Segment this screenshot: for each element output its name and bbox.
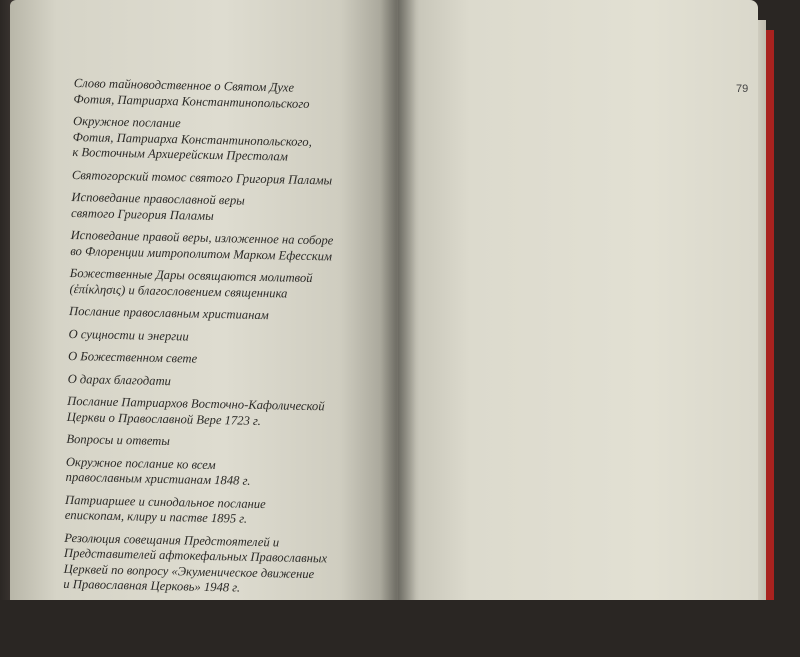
toc-entry-line: Фотия, Патриарха Константинопольского (73, 91, 310, 111)
toc-entry-line: епископам, клиру и пастве 1895 г. (64, 507, 248, 526)
toc-entry-line: Церквей по вопросу «Экуменическое движение (63, 561, 315, 581)
toc-entry (65, 454, 366, 491)
toc-entry (68, 326, 368, 348)
toc-entry (63, 530, 364, 598)
toc-entry (67, 371, 367, 393)
toc-entry-line: Исповедание православной веры (71, 189, 245, 208)
table-of-contents (63, 76, 374, 606)
toc-entry-line: Слово тайноводственное о Святом Духе (73, 76, 295, 95)
toc-entry (72, 167, 372, 189)
toc-entry (68, 349, 368, 371)
toc-entry (66, 432, 366, 454)
toc-entry-line: Святогорский томос святого Григория Паламы (71, 167, 333, 187)
toc-entry-line: О дарах благодати (67, 371, 172, 388)
toc-entry-line: святого Григория Паламы (70, 205, 214, 223)
toc-entry-line: Церкви о Православной Вере 1723 г. (66, 409, 262, 428)
toc-entry-line: (ἐπίκλησις) и благословением священника (69, 281, 288, 301)
toc-entry (73, 76, 374, 113)
toc-entry-line: Вопросы и ответы (66, 431, 171, 449)
toc-entry-line: во Флоренции митрополитом Марком Ефесским (70, 243, 333, 263)
spine-shadow (380, 0, 416, 600)
toc-entry-line: к Восточным Архиерейским Престолам (72, 144, 288, 164)
toc-entry-line: и Православная Церковь» 1948 г. (63, 576, 241, 595)
left-page (10, 0, 398, 600)
toc-entry-line: Патриаршее и синодальное послание (64, 492, 266, 511)
toc-entry-line: О Божественном свете (67, 348, 198, 366)
toc-entry-line: Окружное послание (72, 113, 181, 131)
toc-entry (67, 394, 368, 431)
page-block-edge (758, 20, 766, 600)
toc-entry-line: Окружное послание ко всем (65, 454, 216, 472)
toc-entry-line: Исповедание правой веры, изложенное на соборе (70, 227, 334, 248)
toc-entry-line: Божественные Дары освящаются молитвой (69, 265, 313, 286)
toc-entry-line: Послание православным христианам (68, 303, 269, 323)
toc-entry (65, 492, 366, 529)
toc-entry-line: Резолюция совещания Предстоятелей и (64, 530, 280, 549)
right-page (398, 0, 758, 600)
toc-entry-line: Послание Патриархов Восточно-Кафолической (67, 393, 325, 414)
toc-entry (72, 114, 373, 167)
toc-entry-line: Представителей афтокефальных Православных (63, 545, 328, 566)
page-number: 79 (736, 83, 749, 95)
toc-entry-line: О сущности и энергии (68, 326, 189, 343)
red-cover-edge (766, 30, 774, 600)
toc-entry (69, 266, 370, 303)
toc-entry (70, 228, 371, 265)
toc-entry (71, 190, 372, 227)
toc-entry (69, 304, 369, 326)
toc-entry-line: православным христианам 1848 г. (65, 469, 251, 488)
toc-entry-line: Фотия, Патриарха Константинопольского, (72, 129, 312, 149)
